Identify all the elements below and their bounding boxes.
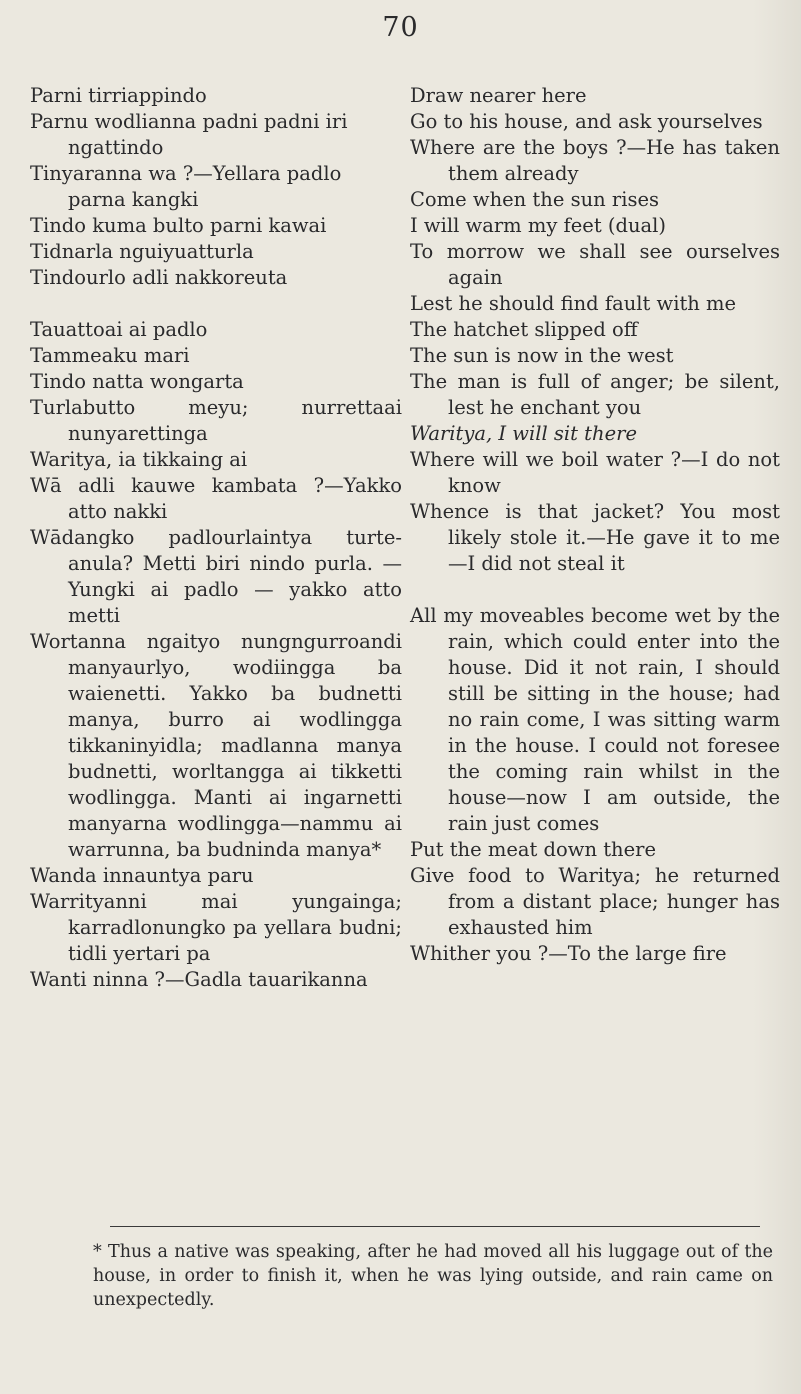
phrase-line: Parni tirriappindo [30,84,207,107]
translation-line: Whence is that jacket? You most likely stole it.—He gave it to me—I did not steal it [410,500,780,575]
phrase-line: Tindo natta wongarta [30,370,244,393]
phrase-paragraph: Wortanna ngaityo nungngurroandi manyaurlyo, wodiingga ba waienetti. Yakko ba budnetti manya, burro ai wodlingga tikkaninyidla; madlanna manya budnetti, worltangga ai tikketti wodlingga. Manti ai ingarnetti manyarna wodlingga—nammu ai warrunna, ba budninda manya* [30,630,402,861]
stanza-gap [30,291,402,317]
phrase-line: Wanda innauntya paru [30,864,254,887]
phrase-line: Waritya, ia tikkaing ai [30,448,248,471]
translation-line: Come when the sun rises [410,188,660,211]
aboriginal-text-column [30,83,402,993]
translation-line: Waritya, I will sit there [410,422,637,445]
translation-line: Where are the boys ?—He has taken them already [410,136,780,185]
phrase-line: Tidnarla nguiyuatturla [30,240,254,263]
translation-line: Go to his house, and ask yourselves [410,110,763,133]
phrase-line: Warrityanni mai yungainga; karradlonungko pa yellara budni; tidli yertari pa [30,890,402,965]
phrase-line: Tinyaranna wa ?—Yellara padlo parna kangki [30,162,342,211]
translation-paragraph: All my moveables become wet by the rain, which could enter into the house. Did it not rain, I should still be sitting in the house; had no rain come, I was sitting warm in the house. I could not foresee the coming rain whilst in the house—now I am outside, the rain just comes [410,604,780,835]
phrase-line: Parnu wodlianna padni padni iri ngattindo [30,110,348,159]
translation-line: I will warm my feet (dual) [410,214,666,237]
phrase-line: Wanti ninna ?—Gadla tauarikanna [30,968,368,991]
translation-line: The man is full of anger; be silent, lest he enchant you [410,370,780,419]
phrase-line: Tindo kuma bulto parni kawai [30,214,327,237]
english-translation-column [410,83,780,967]
translation-line: Draw nearer here [410,84,587,107]
footnote-rule [110,1226,760,1227]
phrase-line: Tammeaku mari [30,344,190,367]
translation-line: Give food to Waritya; he returned from a distant place; hunger has exhausted him [410,864,780,939]
translation-line: Whither you ?—To the large fire [410,942,727,965]
translation-line: Put the meat down there [410,838,657,861]
phrase-line: Turlabutto meyu; nurrettaai nunyarettinga [30,396,402,445]
phrase-line: Tindourlo adli nakkoreuta [30,266,288,289]
phrase-line: Wādangko padlourlaintya turteanula? Metti biri nindo purla. —Yungki ai padlo — yakko atto metti [30,526,402,627]
phrase-line: Tauattoai ai padlo [30,318,208,341]
translation-line: The sun is now in the west [410,344,674,367]
translation-line: The hatchet slipped off [410,318,638,341]
stanza-gap [410,577,780,603]
translation-line: Where will we boil water ?—I do not know [410,448,780,497]
translation-line: To morrow we shall see ourselves again [410,240,780,289]
footnote: * Thus a native was speaking, after he had moved all his luggage out of the house, in order to finish it, when he was lying outside, and rain came on unexpectedly. [93,1242,773,1310]
page-number: 70 [382,12,419,43]
translation-line: Lest he should find fault with me [410,292,737,315]
phrase-line: Wā adli kauwe kambata ?—Yakko atto nakki [30,474,402,523]
